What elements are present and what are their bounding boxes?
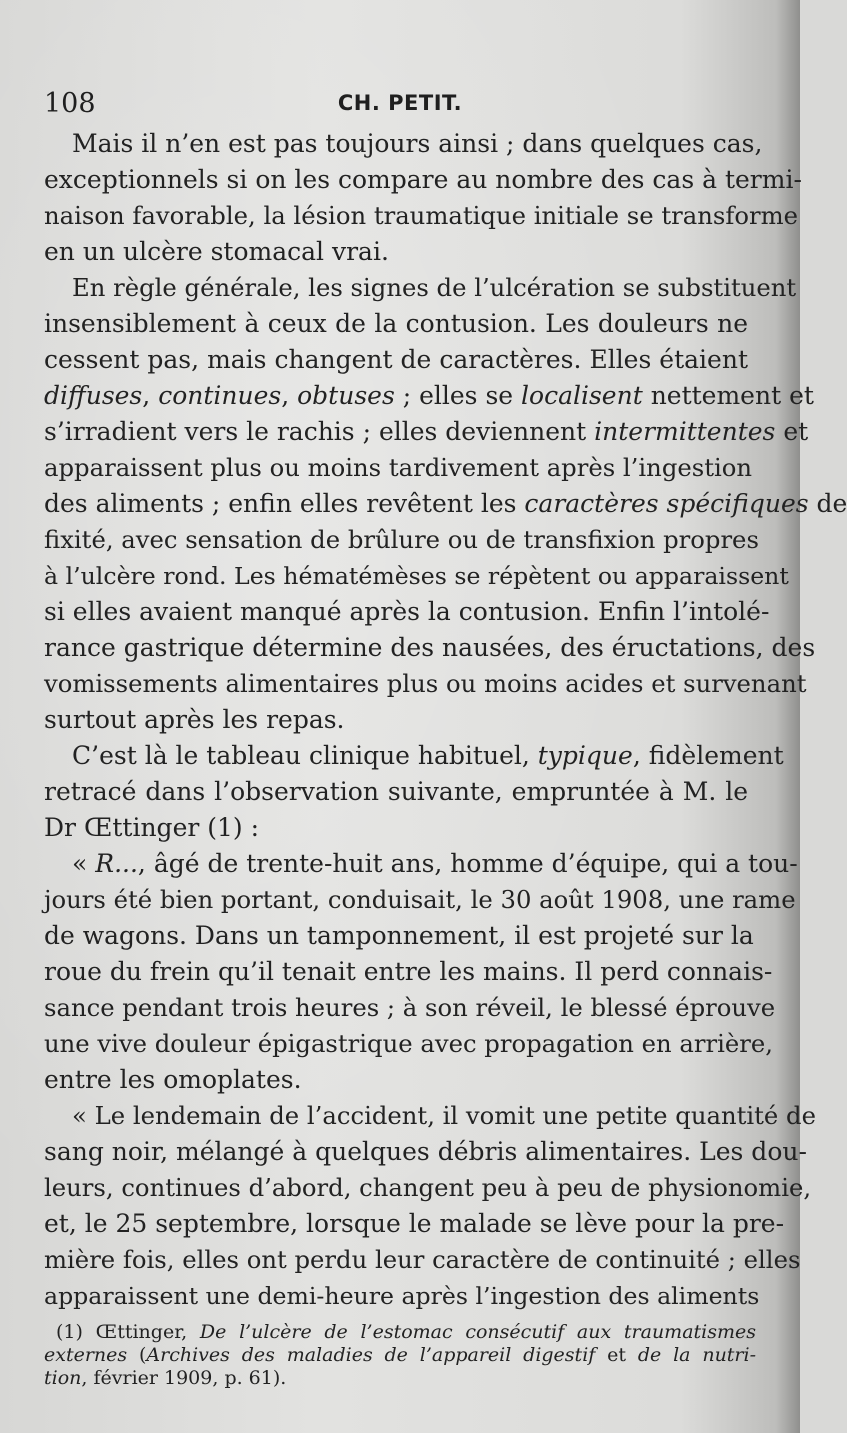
body-text xyxy=(44,126,847,1314)
text-line: sance pendant trois heures ; à son réveil, le blessé éprouve xyxy=(44,993,776,1022)
italic-term: R... xyxy=(95,849,138,878)
italic-term: intermittentes xyxy=(594,417,776,446)
text-segment: , xyxy=(281,381,298,410)
paragraph-3 xyxy=(44,738,784,846)
text-line xyxy=(44,486,847,522)
text-line: exceptionnels si on les compare au nombre des cas à termi- xyxy=(44,165,802,194)
text-line: à l’ulcère rond. Les hématémèses se répètent ou apparaissent xyxy=(44,562,789,590)
running-title: CH. PETIT. xyxy=(337,91,463,115)
text-line: cessent pas, mais changent de caractères. Elles étaient xyxy=(44,345,748,374)
text-line: sang noir, mélangé à quelques débris alimentaires. Les dou- xyxy=(44,1137,807,1166)
italic-title: tion xyxy=(44,1367,82,1389)
text-line xyxy=(44,738,784,774)
page-number: 108 xyxy=(44,88,96,119)
text-segment: et xyxy=(595,1344,638,1366)
italic-title: de la nutri- xyxy=(637,1344,757,1366)
text-segment: et xyxy=(775,417,809,446)
footnote-line xyxy=(44,1321,756,1344)
footnote-line xyxy=(44,1344,756,1367)
text-line: surtout après les repas. xyxy=(44,705,345,734)
text-line: jours été bien portant, conduisait, le 30 août 1908, une rame xyxy=(44,885,796,914)
running-head xyxy=(0,88,800,124)
text-segment: , âgé de trente-huit ans, homme d’équipe, qui a tou- xyxy=(137,849,798,878)
text-line: Mais il n’en est pas toujours ainsi ; dans quelques cas, xyxy=(72,129,763,158)
text-line xyxy=(44,378,814,414)
text-segment: , xyxy=(142,381,159,410)
italic-title: externes xyxy=(44,1344,128,1366)
text-line: si elles avaient manqué après la contusion. Enfin l’intolé- xyxy=(44,597,770,626)
text-line: vomissements alimentaires plus ou moins acides et survenant xyxy=(44,669,807,698)
text-line: leurs, continues d’abord, changent peu à peu de physionomie, xyxy=(44,1173,812,1202)
text-line xyxy=(44,414,809,450)
text-segment: , février 1909, p. 61). xyxy=(81,1367,287,1389)
text-line xyxy=(44,846,798,882)
text-line: « Le lendemain de l’accident, il vomit une petite quantité de xyxy=(72,1101,816,1130)
text-segment: s’irradient vers le rachis ; elles deviennent xyxy=(44,417,595,446)
text-segment: C’est là le tableau clinique habituel, xyxy=(72,741,538,770)
text-line: apparaissent plus ou moins tardivement après l’ingestion xyxy=(44,453,753,482)
text-segment: ( xyxy=(127,1344,147,1366)
text-line: et, le 25 septembre, lorsque le malade se lève pour la pre- xyxy=(44,1209,785,1238)
text-line: insensiblement à ceux de la contusion. Les douleurs ne xyxy=(44,309,748,338)
text-segment: ; elles se xyxy=(394,381,522,410)
text-segment: de xyxy=(808,489,847,518)
text-line: naison favorable, la lésion traumatique initiale se transforme xyxy=(44,201,798,230)
text-segment: (1) Œttinger, xyxy=(56,1321,200,1343)
text-line: Dr Œttinger (1) : xyxy=(44,813,260,842)
text-segment: des aliments ; enfin elles revêtent les xyxy=(44,489,525,518)
italic-title: Archives des maladies de l’appareil digestif xyxy=(146,1344,596,1366)
text-segment: nettement et xyxy=(642,381,814,410)
text-line: retracé dans l’observation suivante, empruntée à M. le xyxy=(44,777,748,806)
italic-title: De l’ulcère de l’estomac consécutif aux traumatismes xyxy=(199,1321,756,1343)
footnote xyxy=(44,1321,756,1390)
italic-term: caractères spécifiques xyxy=(524,489,809,518)
text-line: fixité, avec sensation de brûlure ou de transfixion propres xyxy=(44,525,759,554)
text-line: apparaissent une demi-heure après l’ingestion des aliments xyxy=(44,1282,760,1310)
paragraph-2 xyxy=(44,270,847,738)
italic-term: obtuses xyxy=(297,381,395,410)
text-segment: , fidèlement xyxy=(632,741,784,770)
footnote-line xyxy=(44,1367,756,1390)
text-line: En règle générale, les signes de l’ulcération se substituent xyxy=(72,273,797,302)
text-line: rance gastrique détermine des nausées, des éructations, des xyxy=(44,633,816,662)
text-line: entre les omoplates. xyxy=(44,1065,302,1094)
italic-term: typique xyxy=(537,741,633,770)
italic-term: localisent xyxy=(521,381,643,410)
text-line: en un ulcère stomacal vrai. xyxy=(44,237,389,266)
italic-term: diffuses xyxy=(44,381,143,410)
text-line: de wagons. Dans un tamponnement, il est projeté sur la xyxy=(44,921,754,950)
paragraph-4 xyxy=(44,846,798,1098)
text-line: mière fois, elles ont perdu leur caractère de continuité ; elles xyxy=(44,1245,801,1274)
italic-term: continues xyxy=(158,381,282,410)
text-segment: « xyxy=(72,849,96,878)
paragraph-1 xyxy=(44,126,802,270)
paragraph-5 xyxy=(44,1098,816,1314)
text-line: roue du frein qu’il tenait entre les mains. Il perd connais- xyxy=(44,957,773,986)
text-line: une vive douleur épigastrique avec propagation en arrière, xyxy=(44,1029,774,1058)
